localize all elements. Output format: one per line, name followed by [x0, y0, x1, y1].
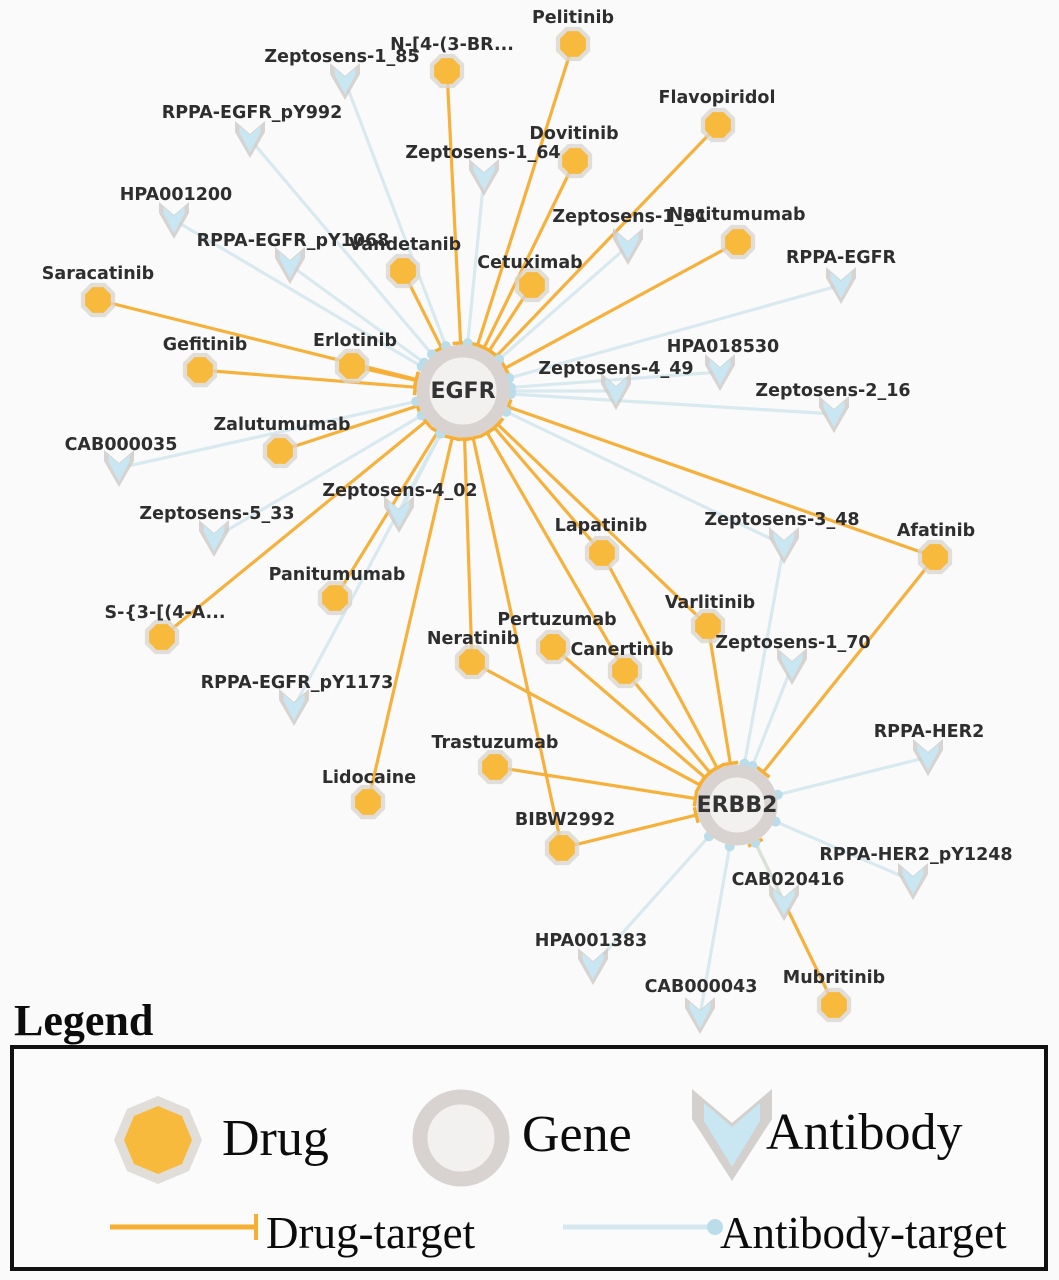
antibody-node: [104, 450, 134, 487]
antibody-node: [159, 202, 189, 239]
drug-octagon: [922, 544, 948, 570]
drug-octagon: [85, 287, 111, 313]
drug-octagon: [482, 754, 508, 780]
antibody-label: Zeptosens-1_51: [552, 207, 708, 227]
drug-node: [515, 268, 549, 302]
drug-node: [430, 54, 464, 88]
legend-gene-label: Gene: [522, 1106, 632, 1163]
drug-label: Trastuzumab: [431, 733, 559, 753]
antibody-node: [275, 247, 305, 284]
antibody-node: [819, 396, 849, 433]
edge-drug-target: [447, 71, 461, 343]
antibody-label: Zeptosens-1_85: [264, 47, 420, 67]
drug-node: [318, 581, 352, 615]
legend-antibody-target-icon: [559, 1207, 729, 1247]
drug-octagon: [589, 540, 615, 566]
drug-label: Gefitinib: [162, 335, 248, 355]
antibody-node: [578, 948, 608, 985]
legend-box: [10, 1045, 1048, 1271]
drug-node: [478, 750, 512, 784]
drug-label: Dovitinib: [529, 124, 619, 144]
drug-octagon: [459, 649, 485, 675]
drug-octagon: [519, 272, 545, 298]
drug-label: N-[4-(3-BR...: [390, 35, 514, 55]
drug-label: S-{3-[(4-A...: [104, 603, 226, 623]
drug-node: [556, 27, 590, 61]
antibody-node: [469, 159, 499, 196]
legend-title: Legend: [14, 996, 154, 1045]
drug-node: [145, 620, 179, 654]
drug-octagon: [725, 229, 751, 255]
legend-gene-icon: [409, 1086, 513, 1190]
antibody-label: RPPA-EGFR_pY1173: [200, 673, 394, 693]
antibody-label: RPPA-EGFR_pY992: [161, 103, 343, 123]
antibody-label: RPPA-EGFR_pY1068: [196, 231, 390, 251]
drug-label: Flavopiridol: [658, 88, 776, 108]
antibody-node: [330, 63, 360, 100]
drug-label: Mubritinib: [782, 968, 886, 988]
drug-octagon: [322, 585, 348, 611]
drug-label: Lapatinib: [554, 516, 648, 536]
drug-label: Afatinib: [896, 521, 976, 541]
antibody-node: [769, 527, 799, 564]
edge-drug-target: [495, 767, 696, 798]
antibody-label: CAB000035: [64, 435, 178, 455]
drug-octagon: [612, 658, 638, 684]
drug-label: Saracatinib: [41, 264, 155, 284]
drug-octagon: [149, 624, 175, 650]
antibody-label: RPPA-HER2_pY1248: [819, 845, 1013, 865]
drug-node: [386, 254, 420, 288]
legend-drug-icon: [102, 1084, 214, 1196]
antibody-label: HPA001383: [534, 931, 648, 951]
drug-node: [263, 434, 297, 468]
antibody-node: [199, 520, 229, 557]
drug-node: [335, 349, 369, 383]
antibody-label: Zeptosens-1_64: [405, 143, 561, 163]
drug-node: [455, 645, 489, 679]
drug-label: Panitumumab: [268, 565, 406, 585]
drug-label: Erlotinib: [313, 331, 397, 351]
drug-node: [351, 785, 385, 819]
antibody-label: HPA018530: [666, 337, 780, 357]
drug-octagon: [705, 112, 731, 138]
drug-octagon: [187, 357, 213, 383]
antibody-node: [898, 863, 928, 900]
legend-drug-label: Drug: [222, 1110, 329, 1167]
antibody-node: [777, 648, 807, 685]
antibody-label: Zeptosens-3_48: [704, 510, 860, 530]
legend-antibody-label: Antibody: [766, 1104, 963, 1161]
gene-label: ERBB2: [696, 793, 778, 818]
antibody-label: Zeptosens-4_49: [538, 359, 694, 379]
drug-octagon: [560, 31, 586, 57]
antibody-label: RPPA-EGFR: [785, 248, 897, 268]
drug-octagon: [562, 148, 588, 174]
drug-node: [918, 540, 952, 574]
legend-drug-target-label: Drug-target: [266, 1208, 476, 1258]
gene-label: EGFR: [430, 379, 496, 404]
drug-octagon: [390, 258, 416, 284]
antibody-node: [279, 689, 309, 726]
drug-octagon: [267, 438, 293, 464]
antibody-label: Zeptosens-2_16: [755, 381, 911, 401]
antibody-label: Zeptosens-1_70: [715, 633, 871, 653]
drug-label: Varlitinib: [664, 593, 756, 613]
antibody-label: Zeptosens-5_33: [139, 504, 295, 524]
drug-label: BIBW2992: [514, 810, 616, 830]
drug-node: [545, 831, 579, 865]
drug-octagon: [549, 835, 575, 861]
drug-node: [183, 353, 217, 387]
drug-node: [701, 108, 735, 142]
drug-node: [585, 536, 619, 570]
drug-label: Zalutumumab: [213, 415, 351, 435]
antibody-node: [685, 997, 715, 1034]
antibody-label: CAB000043: [644, 977, 758, 997]
antibody-node: [913, 739, 943, 776]
edge-tbar: [722, 762, 738, 765]
drug-label: Canertinib: [570, 640, 674, 660]
legend-drug-target-icon: [106, 1207, 271, 1247]
drug-node: [81, 283, 115, 317]
drug-octagon: [434, 58, 460, 84]
drug-label: Pertuzumab: [497, 610, 617, 630]
drug-label: Vandetanib: [348, 235, 462, 255]
edge-antibody-target: [345, 81, 446, 346]
drug-label: Necitumumab: [668, 205, 806, 225]
drug-octagon: [821, 992, 847, 1018]
antibody-node: [826, 267, 856, 304]
drug-octagon: [540, 634, 566, 660]
drug-label: Pelitinib: [531, 8, 615, 28]
drug-node: [536, 630, 570, 664]
antibody-label: CAB020416: [731, 870, 845, 890]
antibody-node: [705, 354, 735, 391]
antibody-label: HPA001200: [119, 185, 233, 205]
drug-label: Neratinib: [426, 629, 520, 649]
edge-antibody-target: [778, 757, 928, 795]
drug-node: [817, 988, 851, 1022]
drug-octagon: [339, 353, 365, 379]
antibody-label: Zeptosens-4_02: [322, 481, 478, 501]
drug-node: [558, 144, 592, 178]
antibody-node: [613, 228, 643, 265]
drug-octagon: [355, 789, 381, 815]
drug-node: [721, 225, 755, 259]
antibody-label: RPPA-HER2: [873, 722, 985, 742]
legend-antibody-target-label: Antibody-target: [720, 1208, 1007, 1258]
drug-label: Cetuximab: [477, 253, 583, 273]
drug-label: Lidocaine: [321, 768, 417, 788]
